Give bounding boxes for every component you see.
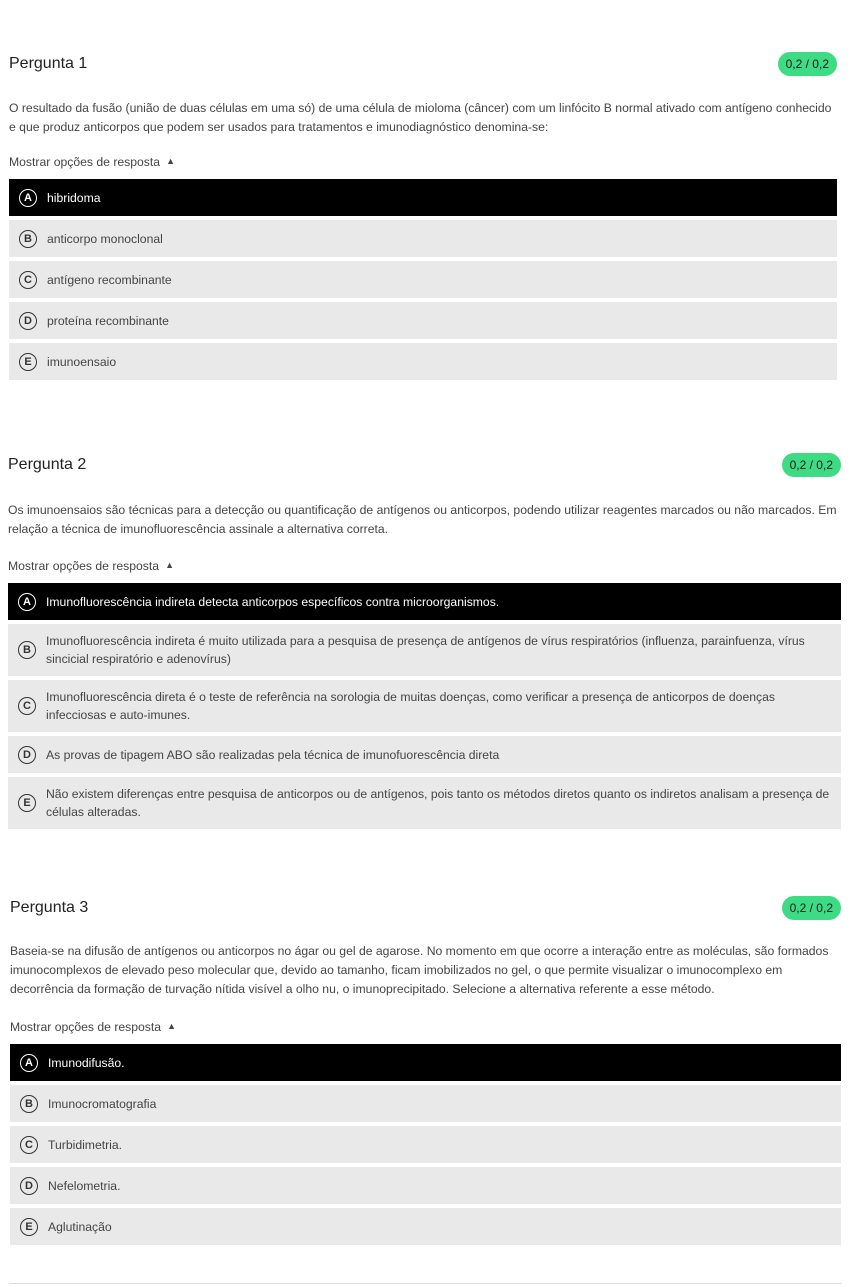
option-letter: B	[18, 641, 36, 659]
question-2	[8, 456, 841, 833]
option-e[interactable]	[8, 777, 841, 829]
answer-options	[9, 179, 837, 380]
option-e[interactable]	[9, 343, 837, 380]
option-text: Imunofluorescência direta é o teste de referência na sorologia de muitas doenças, como verificar a presença de anticorpos de doenças infecciosas e auto-imunes.	[46, 690, 775, 722]
question-text: Baseia-se na difusão de antígenos ou anticorpos no ágar ou gel de agarose. No momento em que ocorre a interação entre as moléculas, são formados imunocomplexos de elevado peso molecular que, devido ao tamanho, ficam imobilizados no gel, o que permite visualizar o imunocomplexo em decorrência da formação de turvação nítida visível a olho nu, o imunoprecipitado. Selecione a alternativa referente a esse método.	[10, 944, 829, 996]
option-d[interactable]	[9, 302, 837, 339]
option-e[interactable]	[10, 1208, 841, 1245]
bottom-divider	[9, 1283, 842, 1284]
option-b[interactable]	[8, 624, 841, 676]
option-letter: D	[19, 312, 37, 330]
option-text: proteína recombinante	[47, 313, 169, 328]
option-c[interactable]	[9, 261, 837, 298]
option-b[interactable]	[10, 1085, 841, 1122]
option-text: anticorpo monoclonal	[47, 231, 163, 246]
option-text: antígeno recombinante	[47, 272, 172, 287]
option-letter: C	[18, 697, 36, 715]
answer-options	[10, 1044, 841, 1245]
question-header	[8, 456, 841, 480]
question-header	[9, 55, 837, 79]
option-text: Não existem diferenças entre pesquisa de anticorpos ou de antígenos, pois tanto os métodos diretos quanto os indiretos analisam a presença de células alteradas.	[46, 787, 830, 819]
show-options-toggle[interactable]	[10, 1020, 176, 1034]
show-options-label: Mostrar opções de resposta	[10, 1020, 162, 1034]
chevron-up-icon: ▲	[167, 1021, 176, 1031]
option-text: Imunofluorescência indireta detecta anticorpos específicos contra microorganismos.	[46, 594, 500, 609]
question-title: Pergunta 1	[9, 55, 88, 72]
show-options-toggle[interactable]	[8, 559, 174, 573]
option-letter: A	[18, 593, 36, 611]
show-options-label: Mostrar opções de resposta	[9, 155, 161, 169]
score-badge: 0,2 / 0,2	[782, 453, 841, 477]
option-letter: E	[19, 353, 37, 371]
option-letter: B	[20, 1095, 38, 1113]
option-text: Turbidimetria.	[48, 1137, 123, 1152]
option-letter: D	[20, 1177, 38, 1195]
option-text: imunoensaio	[47, 354, 117, 369]
option-text: Imunocromatografia	[48, 1096, 157, 1111]
option-letter: A	[20, 1054, 38, 1072]
option-d[interactable]	[10, 1167, 841, 1204]
option-a[interactable]	[9, 179, 837, 216]
option-text: Imunodifusão.	[48, 1055, 125, 1070]
question-title: Pergunta 2	[8, 456, 87, 473]
question-text: O resultado da fusão (união de duas células em uma só) de uma célula de mioloma (câncer) com um linfócito B normal ativado com antígeno conhecido e que produz anticorpos que podem ser usados para tratamentos e imunodiagnóstico denomina-se:	[9, 101, 832, 134]
question-title: Pergunta 3	[10, 899, 89, 916]
option-d[interactable]	[8, 736, 841, 773]
option-text: Aglutinação	[48, 1219, 112, 1234]
option-c[interactable]	[10, 1126, 841, 1163]
option-text: Nefelometria.	[48, 1178, 121, 1193]
option-text: Imunofluorescência indireta é muito utilizada para a pesquisa de presença de antígenos de vírus respiratórios (influenza, parainfuenza, vírus sincicial respiratório e adenovírus)	[46, 634, 805, 666]
option-letter: C	[19, 271, 37, 289]
option-letter: A	[19, 189, 37, 207]
option-letter: D	[18, 746, 36, 764]
option-c[interactable]	[8, 680, 841, 732]
option-letter: B	[19, 230, 37, 248]
show-options-toggle[interactable]	[9, 155, 175, 169]
chevron-up-icon: ▲	[165, 560, 174, 570]
option-letter: E	[20, 1218, 38, 1236]
option-a[interactable]	[10, 1044, 841, 1081]
option-a[interactable]	[8, 583, 841, 620]
score-badge: 0,2 / 0,2	[778, 52, 837, 76]
show-options-label: Mostrar opções de resposta	[8, 559, 160, 573]
question-1	[9, 55, 837, 384]
option-letter: E	[18, 794, 36, 812]
option-letter: C	[20, 1136, 38, 1154]
question-text: Os imunoensaios são técnicas para a detecção ou quantificação de antígenos ou anticorpos, podendo utilizar reagentes marcados ou não marcados. Em relação a técnica de imunofluorescência assinale a alternativa correta.	[8, 503, 837, 536]
option-text: hibridoma	[47, 190, 101, 205]
answer-options	[8, 583, 841, 829]
question-3	[10, 899, 841, 1249]
option-text: As provas de tipagem ABO são realizadas pela técnica de imunofuorescência direta	[46, 747, 500, 762]
question-header	[10, 899, 841, 923]
chevron-up-icon: ▲	[166, 156, 175, 166]
score-badge: 0,2 / 0,2	[782, 896, 841, 920]
option-b[interactable]	[9, 220, 837, 257]
